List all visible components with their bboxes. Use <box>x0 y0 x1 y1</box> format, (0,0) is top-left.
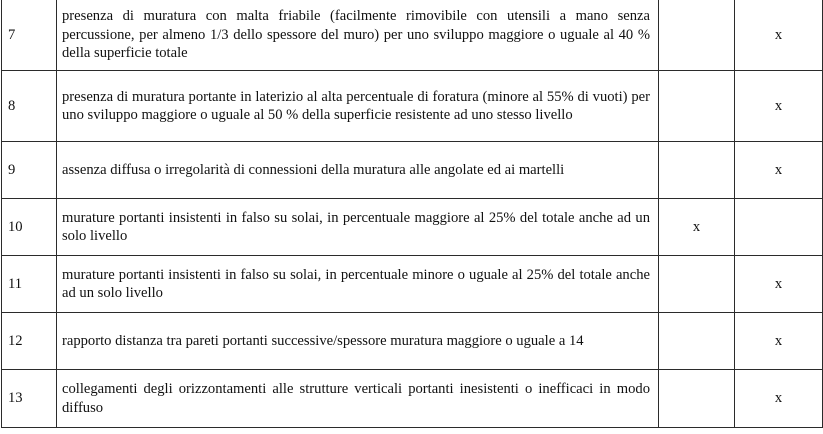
mark-column-a <box>659 142 735 199</box>
mark-column-a <box>659 256 735 313</box>
mark-column-a <box>659 0 735 71</box>
mark-column-a <box>659 370 735 428</box>
table-row <box>2 313 823 370</box>
row-description: murature portanti insistenti in falso su solai, in percentuale minore o uguale al 25% del totale anche ad un solo livello <box>57 256 659 313</box>
row-description: collegamenti degli orizzontamenti alle strutture verticali portanti inesistenti o inefficaci in modo diffuso <box>57 370 659 428</box>
mark-column-b: x <box>735 370 823 428</box>
table-row <box>2 256 823 313</box>
mark-column-b: x <box>735 0 823 71</box>
row-description: presenza di muratura con malta friabile (facilmente rimovibile con utensili a mano senza percussione, per almeno 1/3 dello spessore del muro) per uno sviluppo maggiore o uguale al 40 % della superficie totale <box>57 0 659 71</box>
criteria-table <box>1 0 823 428</box>
row-number: 10 <box>2 199 57 256</box>
row-number: 9 <box>2 142 57 199</box>
row-number: 7 <box>2 0 57 71</box>
row-number: 13 <box>2 370 57 428</box>
mark-column-b: x <box>735 256 823 313</box>
mark-column-a <box>659 71 735 142</box>
mark-column-a: x <box>659 199 735 256</box>
table-row <box>2 71 823 142</box>
mark-column-b: x <box>735 71 823 142</box>
table-row <box>2 199 823 256</box>
mark-column-b: x <box>735 142 823 199</box>
row-description: rapporto distanza tra pareti portanti successive/spessore muratura maggiore o uguale a 14 <box>57 313 659 370</box>
table-row <box>2 142 823 199</box>
mark-column-b <box>735 199 823 256</box>
table-row <box>2 0 823 71</box>
row-number: 12 <box>2 313 57 370</box>
table-row <box>2 370 823 428</box>
row-description: presenza di muratura portante in laterizio al alta percentuale di foratura (minore al 55% di vuoti) per uno sviluppo maggiore o uguale al 50 % della superficie resistente ad uno stesso livello <box>57 71 659 142</box>
mark-column-a <box>659 313 735 370</box>
row-number: 8 <box>2 71 57 142</box>
row-number: 11 <box>2 256 57 313</box>
row-description: assenza diffusa o irregolarità di connessioni della muratura alle angolate ed ai martelli <box>57 142 659 199</box>
mark-column-b: x <box>735 313 823 370</box>
row-description: murature portanti insistenti in falso su solai, in percentuale maggiore al 25% del totale anche ad un solo livello <box>57 199 659 256</box>
